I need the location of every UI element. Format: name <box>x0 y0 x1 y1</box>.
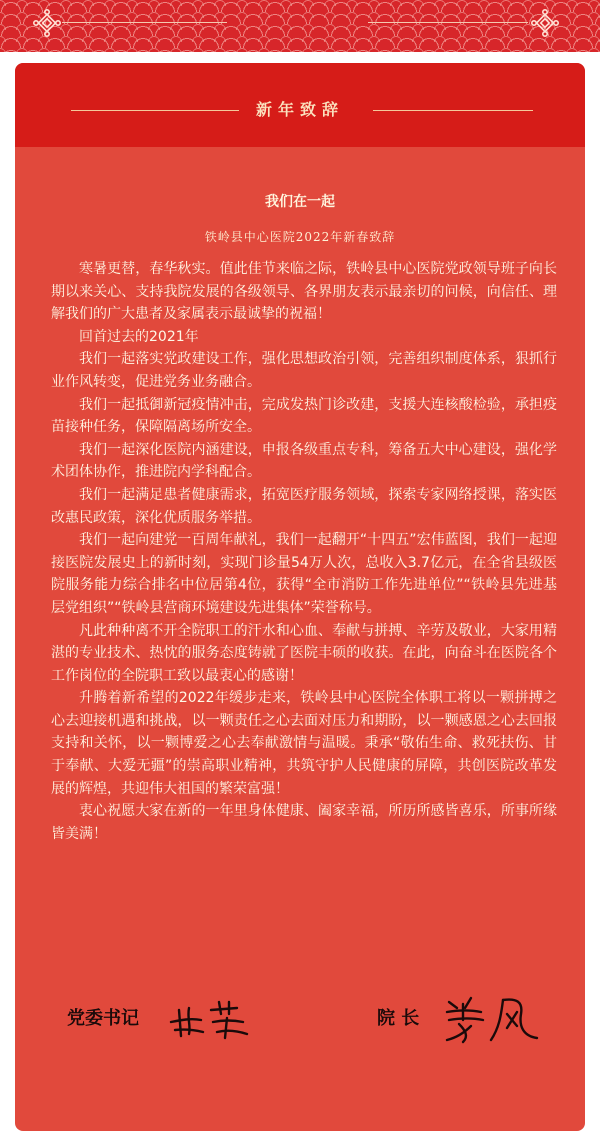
card-header <box>15 63 585 147</box>
banner-line-left <box>62 22 227 23</box>
paragraph: 我们一起向建党一百周年献礼，我们一起翻开“十四五”宏伟蓝图，我们一起迎接医院发展史上的新时刻，实现门诊量54万人次，总收入3.7亿元，在全省县级医院服务能力综合排名中位居第4位，获得“全市消防工作先进单位”“铁岭县先进基层党组织”“铁岭县营商环境建设先进集体”荣誉称号。 <box>51 532 557 616</box>
signature-block-president <box>377 996 577 1046</box>
paragraph: 升腾着新希望的2022年缓步走来，铁岭县中心医院全体职工将以一颗拼搏之心去迎接机遇和挑战，以一颗责任之心去面对压力和期盼，以一颗感恩之心去回报支持和关怀，以一颗博爱之心去奉献激情与温暖。秉承“敬佑生命、救死扶伤、甘于奉献、大爱无疆”的崇高职业精神，共筑守护人民健康的屏障，共创医院改革发展的辉煌，共迎伟大祖国的繁荣富强！ <box>51 690 557 797</box>
paragraph: 凡此种种离不开全院职工的汗水和心血、奉献与拼搏、辛劳及敬业，大家用精湛的专业技术、热忱的服务态度铸就了医院丰硕的收获。在此，向奋斗在医院各个工作岗位的全院职工致以最衷心的感谢！ <box>51 622 557 684</box>
signature-label: 党委书记 <box>67 1008 139 1029</box>
banner-line-right <box>368 22 528 23</box>
paragraph: 寒暑更替，春华秋实。值此佳节来临之际，铁岭县中心医院党政领导班子向长期以来关心、支持我院发展的各级领导、各界朋友表示最亲切的问候，向信任、理解我们的广大患者及家属表示最诚挚的祝福！ <box>51 261 557 323</box>
signature-label: 院 长 <box>377 1008 420 1029</box>
paragraph: 衷心祝愿大家在新的一年里身体健康、阖家幸福，所历所感皆喜乐，所事所缘皆美满！ <box>51 803 557 842</box>
greeting-card <box>15 63 585 1131</box>
document-title: 我们在一起 <box>265 194 335 210</box>
chinese-knot-icon <box>32 8 62 38</box>
paragraph: 我们一起深化医院内涵建设，申报各级重点专科，筹备五大中心建设，强化学术团体协作，推进院内学科配合。 <box>51 441 557 481</box>
paragraph: 我们一起满足患者健康需求，拓宽医疗服务领域，探索专家网络授课，落实医改惠民政策，深化优质服务举措。 <box>51 486 557 526</box>
handwritten-signature <box>441 990 551 1046</box>
document-subtitle: 铁岭县中心医院2022年新春致辞 <box>204 230 396 244</box>
paragraph: 我们一起抵御新冠疫情冲击，完成发热门诊改建，支援大连核酸检验，承担疫苗接种任务，保障隔离场所安全。 <box>51 396 557 436</box>
signature-block-secretary <box>67 996 267 1046</box>
handwritten-signature <box>167 996 257 1044</box>
document-body <box>51 258 557 845</box>
chinese-knot-icon <box>530 8 560 38</box>
header-title: 新年致辞 <box>255 100 344 119</box>
top-banner <box>0 0 600 52</box>
paragraph: 回首过去的2021年 <box>79 328 199 345</box>
paragraph: 我们一起落实党政建设工作，强化思想政治引领，完善组织制度体系，狠抓行业作风转变，促进党务业务融合。 <box>51 351 557 390</box>
